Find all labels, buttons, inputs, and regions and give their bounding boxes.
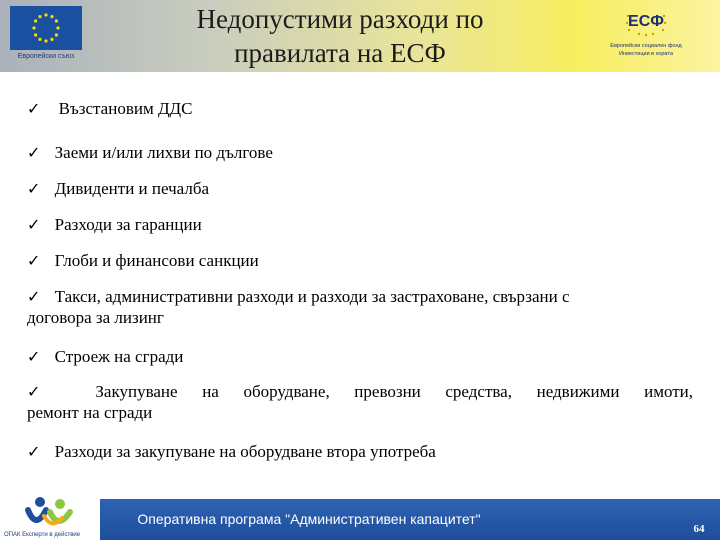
list-item-text: Възстановим ДДС	[58, 99, 193, 118]
check-icon: ✓	[27, 347, 41, 366]
list-item	[27, 381, 693, 423]
program-name: Оперативна програма "Административен капацитет"	[137, 511, 481, 527]
check-icon: ✓	[27, 287, 41, 306]
list-item	[27, 178, 693, 199]
check-icon: ✓	[27, 382, 61, 401]
opak-caption: ОПАК Експерти в действие	[4, 532, 81, 538]
list-item-continuation: договора за лизинг	[27, 308, 164, 327]
list-item-text: Разходи за гаранции	[54, 215, 202, 234]
esf-logo	[600, 6, 692, 66]
check-icon: ✓	[27, 215, 41, 234]
eu-logo	[10, 6, 82, 64]
list-item-text: Глоби и финансови санкции	[54, 251, 259, 270]
esf-mark	[624, 6, 668, 38]
opak-figures-icon	[0, 496, 100, 532]
esf-caption-line-2: Инвестиции в хората	[619, 51, 673, 57]
slide-header	[0, 0, 720, 72]
esf-caption-line-1: Европейски социален фонд	[610, 43, 682, 49]
page-title	[150, 2, 530, 70]
list-item-text: Разходи за закупуване на оборудване втора употреба	[54, 442, 436, 461]
title-line-2: правилата на ЕСФ	[234, 38, 446, 68]
slide-footer	[0, 495, 720, 540]
list-item-continuation: ремонт на сгради	[27, 403, 153, 422]
list-item-text: Заеми и/или лихви по дългове	[54, 143, 273, 162]
eu-flag-icon	[10, 6, 82, 50]
list-item-text: Такси, административни разходи и разходи за застраховане, свързани с	[54, 287, 570, 306]
check-icon: ✓	[27, 99, 41, 118]
check-icon: ✓	[27, 251, 41, 270]
list-item	[27, 346, 693, 367]
page-number: 64	[693, 523, 705, 535]
list-item	[27, 441, 693, 462]
list-item	[27, 98, 693, 119]
esf-caption	[600, 42, 692, 58]
check-icon: ✓	[27, 143, 41, 162]
esf-mark-text: ЕСФ	[628, 13, 664, 30]
eu-caption: Европейски съюз	[17, 53, 75, 60]
list-item-text: Дивиденти и печалба	[54, 179, 210, 198]
list-item-text: Закупуване на оборудване, превозни средства, недвижими имоти,	[95, 382, 694, 401]
opak-logo	[0, 496, 100, 540]
list-item	[27, 142, 693, 163]
list-item	[27, 286, 693, 328]
check-icon: ✓	[27, 179, 41, 198]
list-item-text: Строеж на сгради	[54, 347, 184, 366]
list-item	[27, 214, 693, 235]
title-line-1: Недопустими разходи по	[196, 4, 484, 34]
list-item	[27, 250, 693, 271]
check-icon: ✓	[27, 442, 41, 461]
